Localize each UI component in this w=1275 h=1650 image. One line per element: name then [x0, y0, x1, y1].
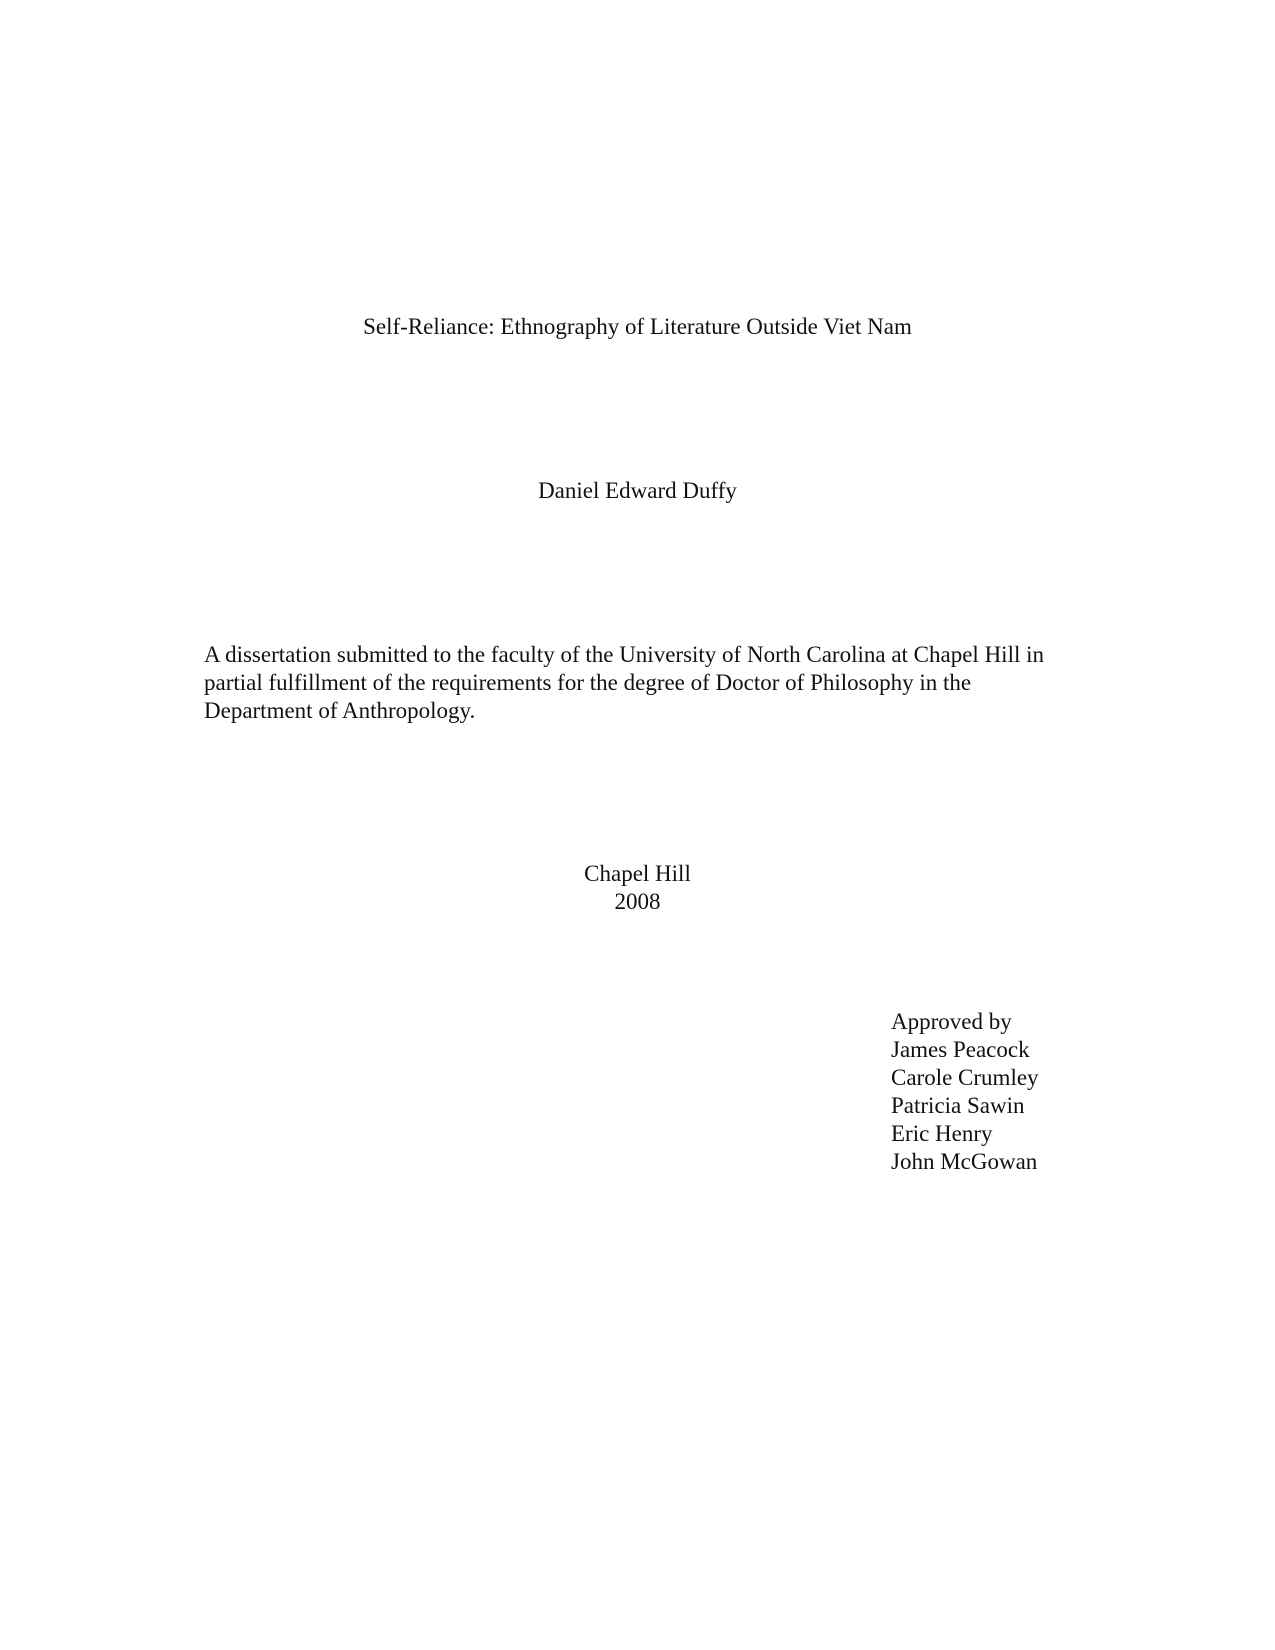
submission-statement — [204, 641, 1104, 725]
year: 2008 — [614, 889, 661, 914]
approval-heading: Approved by — [891, 1009, 1012, 1034]
committee-member: Patricia Sawin — [891, 1093, 1025, 1118]
place: Chapel Hill — [584, 861, 691, 886]
statement-line: Department of Anthropology. — [204, 698, 476, 723]
committee-member: James Peacock — [891, 1037, 1030, 1062]
dissertation-title: Self-Reliance: Ethnography of Literature Outside Viet Nam — [363, 314, 912, 339]
committee-member: John McGowan — [891, 1149, 1038, 1174]
committee-member: Eric Henry — [891, 1121, 993, 1146]
approval-block — [891, 1008, 1039, 1176]
author-name: Daniel Edward Duffy — [538, 478, 737, 503]
statement-line: A dissertation submitted to the faculty of the University of North Carolina at Chapel Hill in — [204, 642, 1044, 667]
statement-line: partial fulfillment of the requirements for the degree of Doctor of Philosophy in the — [204, 670, 972, 695]
committee-member: Carole Crumley — [891, 1065, 1039, 1090]
place-and-year — [0, 860, 1275, 916]
